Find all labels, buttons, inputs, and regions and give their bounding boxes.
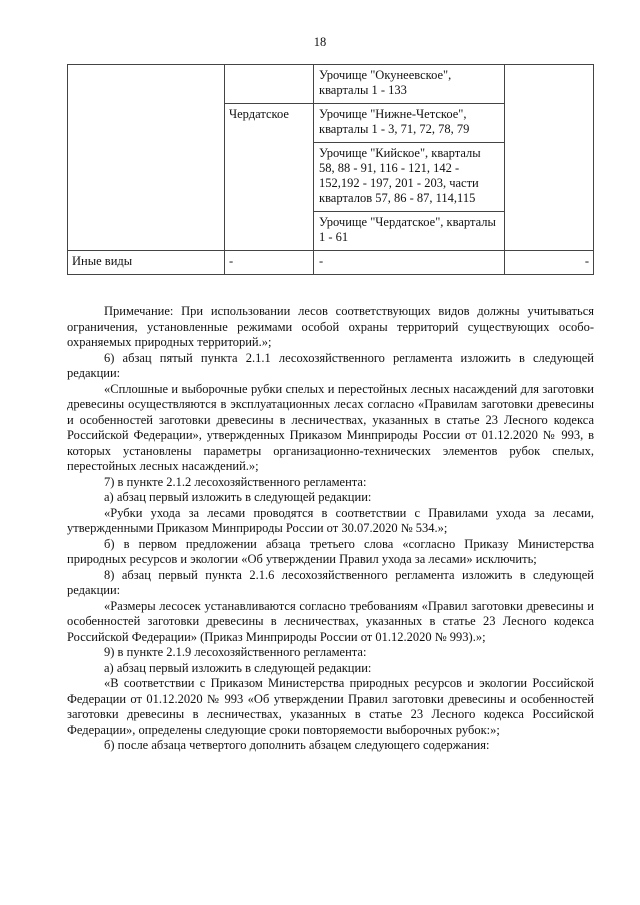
quoted-paragraph: «Размеры лесосек устанавливаются согласно требованиям «Правил заготовки древесины и особенностей заготовки древесины в лесничествах, указанных в статье 23 Лесного кодекса Российской Федерации» (Приказ Минприроды России от 01.12.2020 № 993).»; [67, 598, 594, 644]
amendment-paragraph: 7) в пункте 2.1.2 лесохозяйственного регламента: [104, 474, 367, 489]
quoted-paragraph: «Сплошные и выборочные рубки спелых и перестойных лесных насаждений для заготовки древесины осуществляются в эксплуатационных лесах согласно «Правилам заготовки древесины и особенностей заготовки древесины в лесничествах, указанных в статье 23 Лесного кодекса Российской Федерации», утвержденных Приказом Минприроды России от 01.12.2020 № 993, в которых установлены параметры организационно-технических элементов рубок спелых, перестойных лесных насаждений.»; [67, 381, 594, 473]
amendment-paragraph: б) после абзаца четвертого дополнить абзацем следующего содержания: [104, 738, 490, 752]
amendment-paragraph: а) абзац первый изложить в следующей редакции: [104, 660, 372, 675]
quoted-paragraph: «В соответствии с Приказом Министерства природных ресурсов и экологии Российской Федерации от 01.12.2020 № 993 «Об утверждении Правил заготовки древесины и особенностей заготовки древесины в лесничествах, указанных в статье 23 Лесного кодекса Российской Федерации», определены следующие сроки повторяемости выборочных рубок:»; [67, 676, 594, 737]
table-cell: Урочище "Кийское", кварталы 58, 88 - 91, 116 - 121, 142 - 152,192 - 197, 201 - 203, части кварталов 57, 86 - 87, 114,115 [314, 143, 505, 212]
table-cell: - [314, 251, 505, 275]
table-cell: - [225, 251, 314, 275]
table-cell: Чердатское [225, 104, 314, 251]
forest-regulation-table [67, 64, 594, 275]
note-paragraph: Примечание: При использовании лесов соответствующих видов должны учитываться ограничения, установленные режимами особой охраны территорий существующих особо-охраняемых природных территорий.»; [67, 304, 594, 349]
table-row [68, 251, 594, 275]
amendment-paragraph: 8) абзац первый пункта 2.1.6 лесохозяйственного регламента изложить в следующей редакции: [67, 567, 594, 597]
table-cell: Урочище "Чердатское", кварталы 1 - 61 [314, 212, 505, 251]
table-row [68, 65, 594, 104]
document-body [67, 304, 594, 754]
amendment-paragraph: а) абзац первый изложить в следующей редакции: [104, 490, 372, 504]
amendment-paragraph: 6) абзац пятый пункта 2.1.1 лесохозяйственного регламента изложить в следующей редакции: [67, 350, 594, 380]
amendment-paragraph: б) в первом предложении абзаца третьего слова «согласно Приказу Министерства природных ресурсов и экологии «Об утверждении Правил ухода за лесами» исключить; [67, 536, 594, 566]
table-cell [225, 65, 314, 104]
page-number: 18 [313, 35, 327, 49]
table-cell: - [505, 251, 594, 275]
table-cell: Иные виды [68, 251, 225, 275]
table-cell [505, 65, 594, 251]
quoted-paragraph: «Рубки ухода за лесами проводятся в соответствии с Правилами ухода за лесами, утвержденными Приказом Минприроды России от 30.07.2020 № 534.»; [67, 505, 594, 535]
table-cell: Урочище "Нижне-Четское", кварталы 1 - 3, 71, 72, 78, 79 [314, 104, 505, 143]
table-cell [68, 65, 225, 251]
table-cell: Урочище "Окунеевское", кварталы 1 - 133 [314, 65, 505, 104]
amendment-paragraph: 9) в пункте 2.1.9 лесохозяйственного регламента: [104, 645, 367, 659]
